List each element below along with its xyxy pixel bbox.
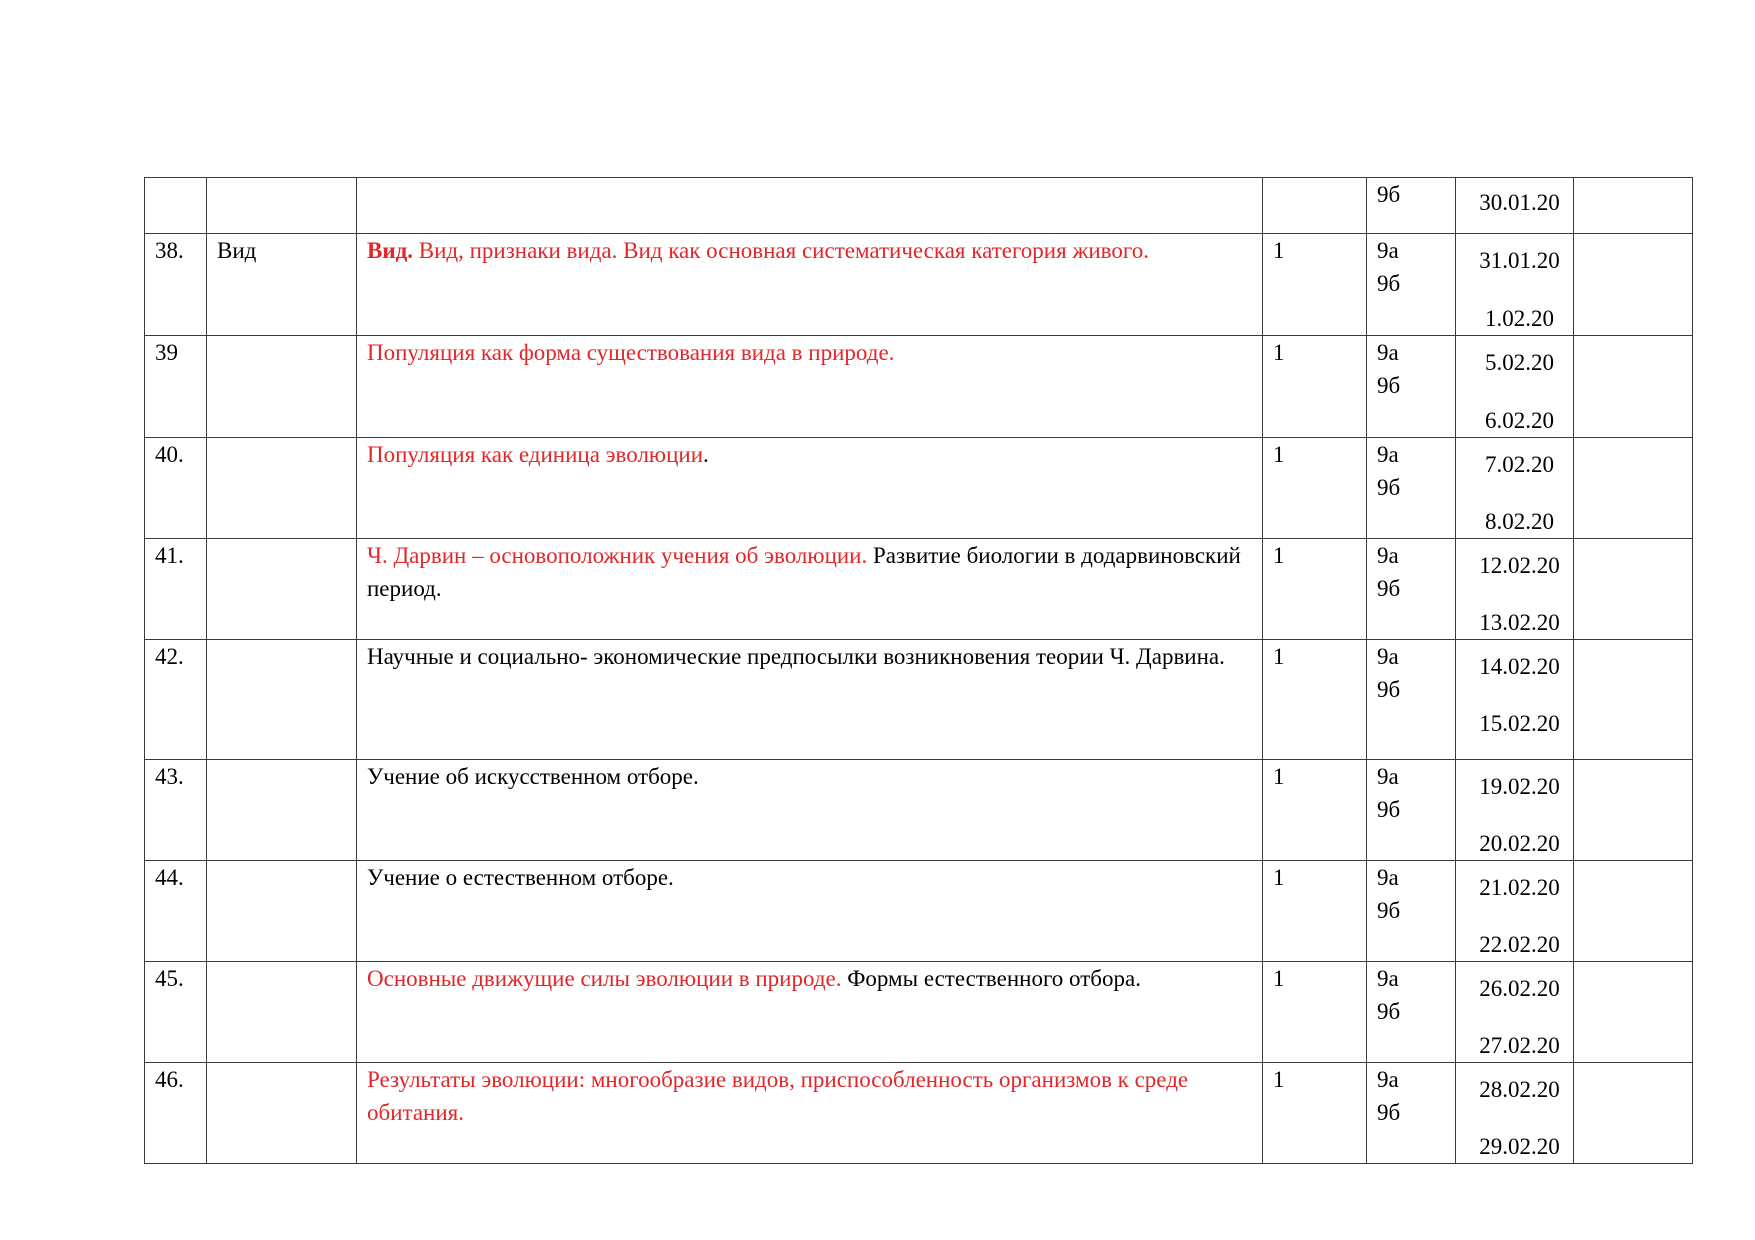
lesson-topic-segment: Научные и социально- экономические предпосылки возникновения теории Ч. Дарвина.	[367, 644, 1225, 669]
class-label: 9а	[1377, 764, 1399, 789]
lesson-topic-segment: Развитие биологии в додарвиновский период.	[367, 543, 1241, 601]
lesson-date: 31.01.20	[1479, 248, 1560, 273]
class-label: 9а	[1377, 543, 1399, 568]
notes-cell	[1574, 640, 1693, 760]
section-name	[207, 861, 357, 962]
section-name	[207, 336, 357, 438]
lesson-dates	[1456, 178, 1574, 234]
lesson-date: 30.01.20	[1479, 190, 1560, 215]
class-label: 9а	[1377, 966, 1399, 991]
lesson-date: 13.02.20	[1479, 610, 1560, 635]
lesson-dates	[1456, 640, 1574, 760]
class-label: 9а	[1377, 238, 1399, 263]
class-label: 9б	[1377, 677, 1401, 702]
lesson-hours: 1	[1263, 234, 1367, 336]
lesson-plan-body	[145, 178, 1693, 1164]
lesson-topic-segment: Вид.	[367, 238, 413, 263]
lesson-hours: 1	[1263, 1063, 1367, 1164]
lesson-hours: 1	[1263, 539, 1367, 640]
class-list	[1367, 539, 1456, 640]
lesson-date: 6.02.20	[1485, 408, 1554, 433]
class-label: 9б	[1377, 475, 1401, 500]
notes-cell	[1574, 234, 1693, 336]
lesson-topic	[357, 760, 1263, 861]
lesson-topic-segment: Основные движущие силы эволюции в природе.	[367, 966, 842, 991]
table-row	[145, 1063, 1693, 1164]
lesson-hours: 1	[1263, 438, 1367, 539]
lesson-number: 43.	[145, 760, 207, 861]
class-label: 9а	[1377, 865, 1399, 890]
class-label: 9б	[1377, 797, 1401, 822]
lesson-topic-segment: Результаты эволюции: многообразие видов, приспособленность организмов к среде обитания.	[367, 1067, 1189, 1125]
lesson-hours	[1263, 178, 1367, 234]
lesson-date: 22.02.20	[1479, 932, 1560, 957]
lesson-date: 27.02.20	[1479, 1033, 1560, 1058]
class-label: 9б	[1377, 999, 1401, 1024]
lesson-hours: 1	[1263, 861, 1367, 962]
lesson-dates	[1456, 760, 1574, 861]
lesson-number: 46.	[145, 1063, 207, 1164]
lesson-number: 41.	[145, 539, 207, 640]
lesson-topic	[357, 178, 1263, 234]
notes-cell	[1574, 1063, 1693, 1164]
section-name	[207, 178, 357, 234]
lesson-number: 45.	[145, 962, 207, 1063]
section-name	[207, 640, 357, 760]
notes-cell	[1574, 760, 1693, 861]
lesson-number: 39	[145, 336, 207, 438]
notes-cell	[1574, 861, 1693, 962]
table-row	[145, 861, 1693, 962]
lesson-topic-segment: Учение о естественном отборе.	[367, 865, 674, 890]
lesson-topic	[357, 962, 1263, 1063]
notes-cell	[1574, 336, 1693, 438]
class-label: 9б	[1377, 271, 1401, 296]
class-label: 9а	[1377, 1067, 1399, 1092]
lesson-topic	[357, 1063, 1263, 1164]
table-row	[145, 336, 1693, 438]
notes-cell	[1574, 962, 1693, 1063]
class-label: 9б	[1377, 1100, 1401, 1125]
lesson-plan-table	[144, 177, 1693, 1164]
class-label: 9б	[1377, 576, 1401, 601]
lesson-dates	[1456, 539, 1574, 640]
table-row	[145, 438, 1693, 539]
class-list	[1367, 336, 1456, 438]
lesson-hours: 1	[1263, 640, 1367, 760]
lesson-dates	[1456, 1063, 1574, 1164]
lesson-date: 7.02.20	[1485, 452, 1554, 477]
section-name	[207, 438, 357, 539]
lesson-topic	[357, 861, 1263, 962]
class-label: 9б	[1377, 898, 1401, 923]
section-name	[207, 962, 357, 1063]
lesson-number: 42.	[145, 640, 207, 760]
lesson-date: 8.02.20	[1485, 509, 1554, 534]
class-list	[1367, 438, 1456, 539]
class-label: 9а	[1377, 340, 1399, 365]
lesson-date: 12.02.20	[1479, 553, 1560, 578]
table-row	[145, 234, 1693, 336]
lesson-topic-segment: .	[703, 442, 709, 467]
class-list	[1367, 640, 1456, 760]
lesson-dates	[1456, 438, 1574, 539]
lesson-topic	[357, 336, 1263, 438]
class-list	[1367, 178, 1456, 234]
lesson-date: 20.02.20	[1479, 831, 1560, 856]
section-name	[207, 1063, 357, 1164]
lesson-dates	[1456, 962, 1574, 1063]
class-label: 9а	[1377, 442, 1399, 467]
lesson-dates	[1456, 234, 1574, 336]
section-name	[207, 539, 357, 640]
lesson-number: 40.	[145, 438, 207, 539]
lesson-date: 21.02.20	[1479, 875, 1560, 900]
class-label: 9б	[1377, 182, 1401, 207]
lesson-number: 44.	[145, 861, 207, 962]
class-list	[1367, 861, 1456, 962]
class-list	[1367, 962, 1456, 1063]
section-name	[207, 760, 357, 861]
table-row	[145, 178, 1693, 234]
notes-cell	[1574, 438, 1693, 539]
notes-cell	[1574, 539, 1693, 640]
lesson-date: 26.02.20	[1479, 976, 1560, 1001]
lesson-date: 5.02.20	[1485, 350, 1554, 375]
table-row	[145, 962, 1693, 1063]
lesson-number	[145, 178, 207, 234]
lesson-topic	[357, 539, 1263, 640]
lesson-number: 38.	[145, 234, 207, 336]
notes-cell	[1574, 178, 1693, 234]
lesson-date: 29.02.20	[1479, 1134, 1560, 1159]
lesson-dates	[1456, 336, 1574, 438]
class-label: 9а	[1377, 644, 1399, 669]
lesson-hours: 1	[1263, 336, 1367, 438]
class-list	[1367, 234, 1456, 336]
lesson-date: 28.02.20	[1479, 1077, 1560, 1102]
lesson-topic-segment: Популяция как форма существования вида в природе.	[367, 340, 895, 365]
lesson-dates	[1456, 861, 1574, 962]
lesson-topic	[357, 234, 1263, 336]
lesson-hours: 1	[1263, 962, 1367, 1063]
class-list	[1367, 760, 1456, 861]
lesson-date: 1.02.20	[1485, 306, 1554, 331]
class-list	[1367, 1063, 1456, 1164]
lesson-topic-segment: Учение об искусственном отборе.	[367, 764, 699, 789]
table-row	[145, 539, 1693, 640]
lesson-topic-segment: Вид, признаки вида. Вид как основная систематическая категория живого.	[412, 238, 1149, 263]
lesson-topic	[357, 640, 1263, 760]
lesson-date: 19.02.20	[1479, 774, 1560, 799]
section-name: Вид	[207, 234, 357, 336]
lesson-date: 15.02.20	[1479, 711, 1560, 736]
lesson-topic-segment: Ч. Дарвин – основоположник учения об эволюции.	[367, 543, 868, 568]
table-row	[145, 760, 1693, 861]
lesson-date: 14.02.20	[1479, 654, 1560, 679]
class-label: 9б	[1377, 373, 1401, 398]
lesson-topic	[357, 438, 1263, 539]
table-row	[145, 640, 1693, 760]
lesson-hours: 1	[1263, 760, 1367, 861]
lesson-topic-segment: Популяция как единица эволюции	[367, 442, 704, 467]
lesson-topic-segment: Формы естественного отбора.	[841, 966, 1141, 991]
